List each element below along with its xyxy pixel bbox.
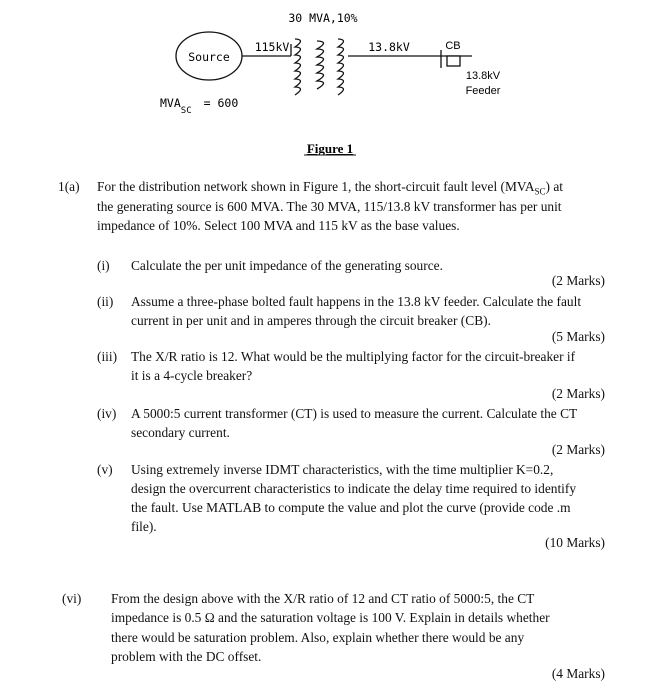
part-v-line-2: design the overcurrent characteristics to indicate the delay time required to identify bbox=[131, 481, 577, 496]
question-intro-line-3: impedance of 10%. Select 100 MVA and 115 kV as the base values. bbox=[97, 218, 460, 233]
part-i-marks: (2 Marks) bbox=[551, 273, 605, 288]
part-label-ii: (ii) bbox=[97, 294, 114, 309]
part-v-line-1: Using extremely inverse IDMT characteristics, with the time multiplier K=0.2, bbox=[131, 462, 554, 477]
part-vi-line-2: impedance is 0.5 Ω and the saturation voltage is 100 V. Explain in details whether bbox=[111, 610, 550, 625]
part-vi-line-4: problem with the DC offset. bbox=[111, 649, 262, 664]
part-iv-line-2: secondary current. bbox=[131, 425, 230, 440]
hv-voltage-label: 115kV bbox=[254, 40, 290, 54]
lv-voltage-label: 13.8kV bbox=[368, 40, 410, 54]
transformer-primary-winding bbox=[291, 39, 301, 95]
part-v-marks: (10 Marks) bbox=[545, 535, 605, 550]
mva-sc-label: $MVA_{SC}= 600$ bbox=[160, 96, 239, 116]
figure-1-diagram bbox=[0, 0, 667, 160]
part-i-text: Calculate the per unit impedance of the generating source. bbox=[131, 258, 443, 273]
feeder-voltage-label: 13.8kV bbox=[465, 70, 501, 82]
part-vi-line-3: there would be saturation problem. Also, explain whether there would be any bbox=[111, 630, 525, 645]
part-vi-marks: (4 Marks) bbox=[551, 666, 605, 681]
part-ii-line-1: Assume a three-phase bolted fault happens in the 13.8 kV feeder. Calculate the fault bbox=[131, 294, 582, 309]
part-iii-line-1: The X/R ratio is 12. What would be the multiplying factor for the circuit-breaker if bbox=[131, 349, 576, 364]
part-ii-line-2: current in per unit and in amperes through the circuit breaker (CB). bbox=[131, 313, 491, 328]
part-label-vi: (vi) bbox=[62, 591, 82, 606]
part-v-line-3: the fault. Use MATLAB to compute the value and plot the curve (provide code .m bbox=[131, 500, 571, 515]
question-intro-line-1: For the distribution network shown in Figure 1, the short-circuit fault level $(MVA_{SC})$ at bbox=[97, 179, 563, 197]
part-ii-marks: (5 Marks) bbox=[551, 329, 605, 344]
question-number: 1(a) bbox=[58, 179, 80, 194]
transformer-secondary-winding bbox=[338, 39, 344, 95]
part-iv-line-1: A 5000:5 current transformer (CT) is used to measure the current. Calculate the CT bbox=[131, 406, 578, 421]
cb-label: CB bbox=[445, 40, 461, 52]
source-label: Source bbox=[188, 50, 230, 64]
transformer-rating: 30 MVA,10% bbox=[288, 11, 358, 25]
circuit-breaker-box bbox=[447, 56, 460, 66]
feeder-label: Feeder bbox=[465, 85, 501, 97]
part-label-iii: (iii) bbox=[97, 349, 118, 364]
part-v-line-4: file). bbox=[131, 519, 157, 534]
part-label-v: (v) bbox=[97, 462, 113, 477]
part-iii-line-2: it is a 4-cycle breaker? bbox=[131, 368, 253, 383]
part-iii-marks: (2 Marks) bbox=[551, 386, 605, 401]
part-vi-line-1: From the design above with the X/R ratio of 12 and CT ratio of 5000:5, the CT bbox=[111, 591, 535, 606]
figure-caption: Figure 1 bbox=[306, 141, 354, 156]
transformer-core bbox=[317, 41, 324, 89]
part-label-iv: (iv) bbox=[97, 406, 117, 421]
part-iv-marks: (2 Marks) bbox=[551, 442, 605, 457]
question-intro-line-2: the generating source is 600 MVA. The 30 MVA, 115/13.8 kV transformer has per unit bbox=[97, 198, 562, 214]
part-label-i: (i) bbox=[97, 258, 110, 273]
